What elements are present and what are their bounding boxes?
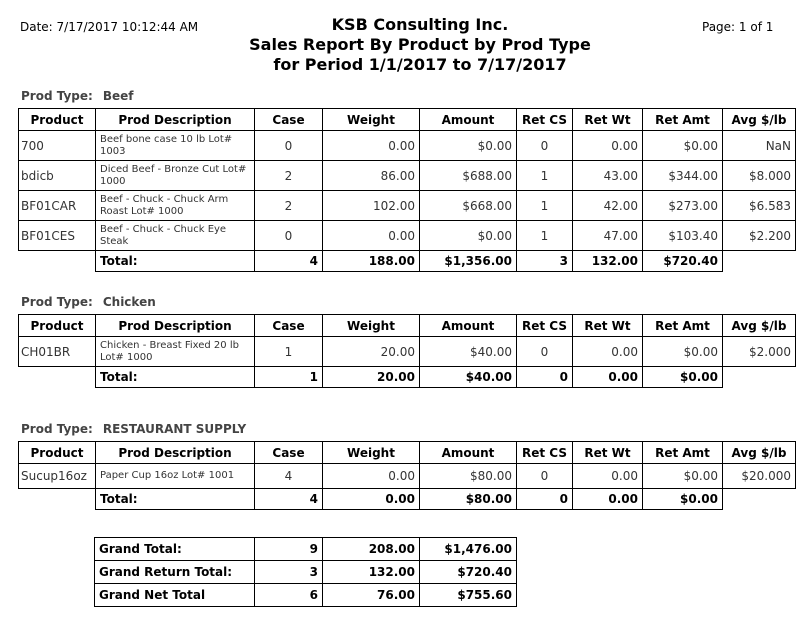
avg-per-lb-value: $2.000 <box>723 337 796 367</box>
col-product: Product <box>19 315 96 337</box>
amount-value: $688.00 <box>420 161 517 191</box>
table-header-row <box>19 442 796 464</box>
total-ret-wt: 0.00 <box>573 367 643 388</box>
col-case: Case <box>255 109 323 131</box>
total-row <box>19 367 796 388</box>
total-amount: $40.00 <box>420 367 517 388</box>
product-code: BF01CES <box>19 221 96 251</box>
ret-cs-value: 0 <box>517 464 573 489</box>
chicken-table <box>18 314 796 388</box>
total-ret-amt: $0.00 <box>643 489 723 510</box>
grand-total-row <box>95 538 517 561</box>
prod-type-label: Prod Type: <box>21 295 93 309</box>
ret-wt-value: 42.00 <box>573 191 643 221</box>
case-value: 0 <box>255 221 323 251</box>
total-case: 1 <box>255 367 323 388</box>
ret-amt-value: $273.00 <box>643 191 723 221</box>
total-amount: $80.00 <box>420 489 517 510</box>
total-case: 4 <box>255 251 323 272</box>
ret-cs-value: 0 <box>517 131 573 161</box>
avg-per-lb-value: $8.000 <box>723 161 796 191</box>
col-prod-description: Prod Description <box>96 315 255 337</box>
product-description: Diced Beef - Bronze Cut Lot# 1000 <box>96 161 255 191</box>
prod-type-value: RESTAURANT SUPPLY <box>102 422 247 436</box>
total-amount: $1,356.00 <box>420 251 517 272</box>
grand-net-total-row <box>95 584 517 607</box>
grand-total-weight: 208.00 <box>323 538 420 561</box>
total-ret-cs: 0 <box>517 489 573 510</box>
report-period: for Period 1/1/2017 to 7/17/2017 <box>273 55 567 74</box>
case-value: 4 <box>255 464 323 489</box>
col-amount: Amount <box>420 442 517 464</box>
grand-return-total-weight: 132.00 <box>323 561 420 584</box>
col-avg-per-lb: Avg $/lb <box>723 109 796 131</box>
product-description: Beef bone case 10 lb Lot# 1003 <box>96 131 255 161</box>
product-code: bdicb <box>19 161 96 191</box>
col-amount: Amount <box>420 109 517 131</box>
prod-type-value: Beef <box>102 89 134 103</box>
total-row <box>19 489 796 510</box>
product-code: 700 <box>19 131 96 161</box>
avg-per-lb-value: $20.000 <box>723 464 796 489</box>
grand-net-total-case: 6 <box>255 584 323 607</box>
case-value: 1 <box>255 337 323 367</box>
ret-cs-value: 0 <box>517 337 573 367</box>
company-name: KSB Consulting Inc. <box>331 15 509 34</box>
ret-amt-value: $0.00 <box>643 464 723 489</box>
total-label: Total: <box>96 251 255 272</box>
weight-value: 86.00 <box>323 161 420 191</box>
report-date: Date: 7/17/2017 10:12:44 AM <box>20 20 199 34</box>
product-code: Sucup16oz <box>19 464 96 489</box>
col-amount: Amount <box>420 315 517 337</box>
col-ret-amt: Ret Amt <box>643 442 723 464</box>
weight-value: 0.00 <box>323 131 420 161</box>
amount-value: $668.00 <box>420 191 517 221</box>
product-description: Beef - Chuck - Chuck Eye Steak <box>96 221 255 251</box>
ret-amt-value: $344.00 <box>643 161 723 191</box>
grand-return-total-amount: $720.40 <box>420 561 517 584</box>
total-weight: 20.00 <box>323 367 420 388</box>
case-value: 2 <box>255 161 323 191</box>
total-label: Total: <box>96 489 255 510</box>
page-number: Page: 1 of 1 <box>702 20 774 34</box>
product-description: Chicken - Breast Fixed 20 lb Lot# 1000 <box>96 337 255 367</box>
total-weight: 188.00 <box>323 251 420 272</box>
col-weight: Weight <box>323 109 420 131</box>
ret-amt-value: $0.00 <box>643 337 723 367</box>
avg-per-lb-value: $2.200 <box>723 221 796 251</box>
amount-value: $0.00 <box>420 131 517 161</box>
table-header-row <box>19 109 796 131</box>
avg-per-lb-value: NaN <box>723 131 796 161</box>
ret-wt-value: 47.00 <box>573 221 643 251</box>
table-row <box>19 464 796 489</box>
col-ret-cs: Ret CS <box>517 442 573 464</box>
grand-return-total-label: Grand Return Total: <box>95 561 255 584</box>
grand-total-label: Grand Total: <box>95 538 255 561</box>
ret-amt-value: $0.00 <box>643 131 723 161</box>
amount-value: $40.00 <box>420 337 517 367</box>
col-product: Product <box>19 109 96 131</box>
col-avg-per-lb: Avg $/lb <box>723 442 796 464</box>
total-ret-cs: 3 <box>517 251 573 272</box>
ret-cs-value: 1 <box>517 161 573 191</box>
product-description: Paper Cup 16oz Lot# 1001 <box>96 464 255 489</box>
avg-per-lb-value: $6.583 <box>723 191 796 221</box>
grand-totals-table <box>94 537 517 607</box>
ret-wt-value: 0.00 <box>573 131 643 161</box>
total-case: 4 <box>255 489 323 510</box>
prod-type-label: Prod Type: <box>21 89 93 103</box>
col-ret-cs: Ret CS <box>517 315 573 337</box>
col-ret-amt: Ret Amt <box>643 109 723 131</box>
total-weight: 0.00 <box>323 489 420 510</box>
total-ret-amt: $0.00 <box>643 367 723 388</box>
section-label-restaurant-supply <box>21 422 246 436</box>
total-ret-wt: 0.00 <box>573 489 643 510</box>
restaurant-supply-table <box>18 441 796 510</box>
weight-value: 0.00 <box>323 464 420 489</box>
col-prod-description: Prod Description <box>96 109 255 131</box>
col-avg-per-lb: Avg $/lb <box>723 315 796 337</box>
beef-table <box>18 108 796 272</box>
weight-value: 102.00 <box>323 191 420 221</box>
amount-value: $0.00 <box>420 221 517 251</box>
weight-value: 0.00 <box>323 221 420 251</box>
total-ret-amt: $720.40 <box>643 251 723 272</box>
case-value: 2 <box>255 191 323 221</box>
col-prod-description: Prod Description <box>96 442 255 464</box>
report-title: Sales Report By Product by Prod Type <box>249 35 591 54</box>
col-weight: Weight <box>323 442 420 464</box>
table-row <box>19 131 796 161</box>
ret-amt-value: $103.40 <box>643 221 723 251</box>
col-weight: Weight <box>323 315 420 337</box>
col-ret-wt: Ret Wt <box>573 315 643 337</box>
grand-net-total-label: Grand Net Total <box>95 584 255 607</box>
table-row <box>19 337 796 367</box>
product-code: BF01CAR <box>19 191 96 221</box>
ret-cs-value: 1 <box>517 191 573 221</box>
product-description: Beef - Chuck - Chuck Arm Roast Lot# 1000 <box>96 191 255 221</box>
section-label-chicken <box>21 295 156 309</box>
col-ret-amt: Ret Amt <box>643 315 723 337</box>
weight-value: 20.00 <box>323 337 420 367</box>
total-row <box>19 251 796 272</box>
col-ret-wt: Ret Wt <box>573 109 643 131</box>
grand-return-total-case: 3 <box>255 561 323 584</box>
total-ret-wt: 132.00 <box>573 251 643 272</box>
case-value: 0 <box>255 131 323 161</box>
table-row <box>19 221 796 251</box>
ret-wt-value: 0.00 <box>573 464 643 489</box>
total-ret-cs: 0 <box>517 367 573 388</box>
prod-type-value: Chicken <box>102 295 156 309</box>
grand-total-amount: $1,476.00 <box>420 538 517 561</box>
col-ret-cs: Ret CS <box>517 109 573 131</box>
col-ret-wt: Ret Wt <box>573 442 643 464</box>
ret-wt-value: 0.00 <box>573 337 643 367</box>
ret-wt-value: 43.00 <box>573 161 643 191</box>
total-label: Total: <box>96 367 255 388</box>
grand-total-case: 9 <box>255 538 323 561</box>
grand-return-total-row <box>95 561 517 584</box>
section-label-beef <box>21 89 134 103</box>
prod-type-label: Prod Type: <box>21 422 93 436</box>
product-code: CH01BR <box>19 337 96 367</box>
ret-cs-value: 1 <box>517 221 573 251</box>
col-case: Case <box>255 315 323 337</box>
table-header-row <box>19 315 796 337</box>
col-case: Case <box>255 442 323 464</box>
col-product: Product <box>19 442 96 464</box>
table-row <box>19 161 796 191</box>
grand-net-total-amount: $755.60 <box>420 584 517 607</box>
amount-value: $80.00 <box>420 464 517 489</box>
table-row <box>19 191 796 221</box>
grand-net-total-weight: 76.00 <box>323 584 420 607</box>
